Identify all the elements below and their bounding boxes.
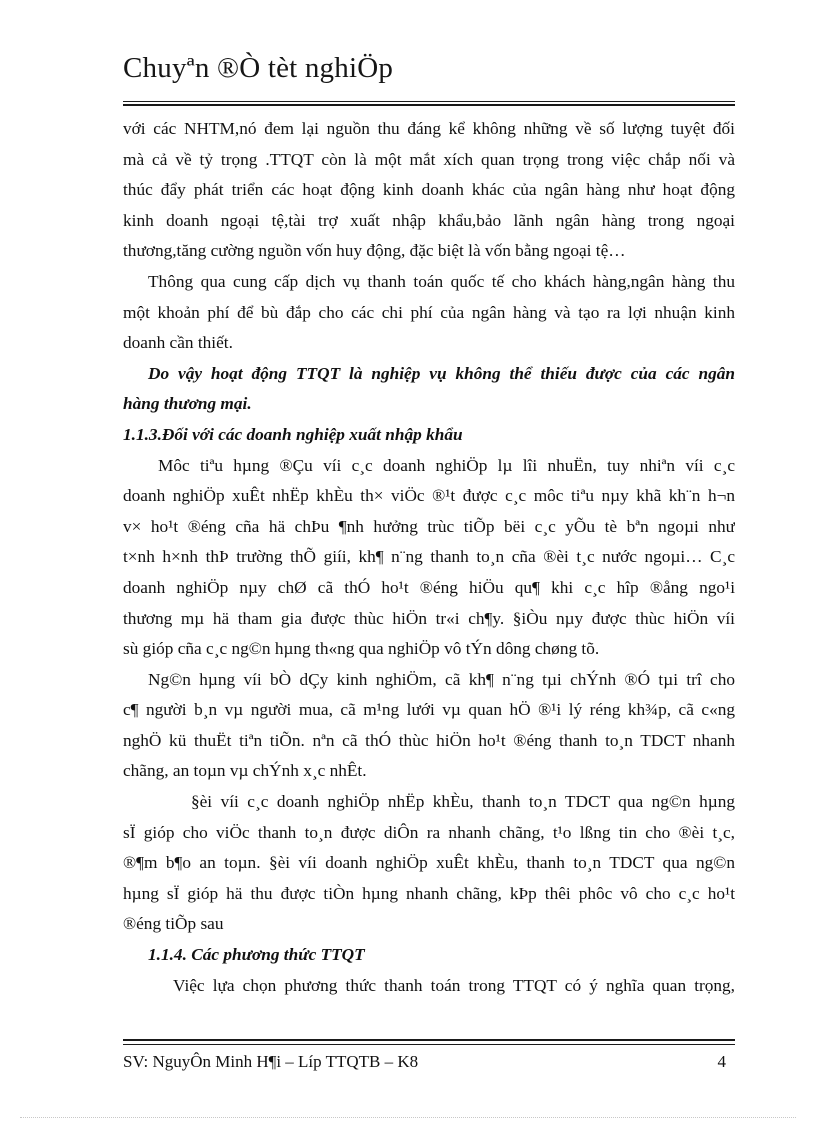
body-line: ®éng tiÕp sau <box>123 914 224 934</box>
body-line: Thông qua cung cấp dịch vụ thanh toán quốc tế cho khách hàng,ngân hàng thu <box>148 271 735 291</box>
footer-rule-thin <box>123 1044 735 1045</box>
body-line: doanh nghiÖp xuÊt nhËp khÈu th× viÖc ®¹t được c¸c môc tiªu nµy khã kh¨n h¬n <box>123 486 735 506</box>
footer-rule-thick <box>123 1039 735 1041</box>
body-line: chãng, an toµn vµ chÝnh x¸c nhÊt. <box>123 761 367 781</box>
body-line: Môc tiªu hµng ®Çu víi c¸c doanh nghiÖp lµ lîi nhuËn, tuy nhiªn víi c¸c <box>158 455 735 475</box>
body-line: c¶ người b¸n vµ người mua, cã m¹ng lưới vµ quan hÖ ®¹i lý réng kh¾p, cã c«ng <box>123 700 735 720</box>
body-line: Ng©n hµng víi bÒ dÇy kinh nghiÖm, cã kh¶ n¨ng tµi chÝnh ®Ó tµi trî cho <box>148 669 735 689</box>
body-line: t×nh h×nh thÞ trường thÕ giíi, kh¶ n¨ng thanh to¸n cña ®èi t¸c nước ngoµi… C¸c <box>123 547 735 567</box>
body-line: hµng sÏ gióp hä thu được tiÒn hµng nhanh chãng, kÞp thêi phôc vô cho c¸c ho¹t <box>123 883 735 903</box>
body-text <box>123 114 735 1001</box>
section-heading-1-1-4: 1.1.4. Các phương thức TTQT <box>148 945 365 965</box>
body-line: một khoản phí để bù đắp cho các chi phí của ngân hàng và tạo ra lợi nhuận kinh <box>123 302 735 322</box>
body-line: thương mµ hä tham gia được thùc hiÖn tr«i ch¶y. §iÒu nµy được thùc hiÖn víi <box>123 608 735 628</box>
body-line: doanh cần thiết. <box>123 333 233 353</box>
page-edge <box>20 1117 796 1118</box>
footer-student-info: SV: NguyÔn Minh H¶i – Líp TTQTB – K8 <box>123 1052 419 1071</box>
body-line: v× ho¹t ®éng cña hä chÞu ¶nh hưởng trùc tiÕp bëi c¸c yÕu tè bªn ngoµi như <box>123 516 735 536</box>
body-line: nghÖ kü thuËt tiªn tiÕn. nªn cã thÓ thùc hiÖn ho¹t ®éng thanh to¸n TDCT nhanh <box>123 730 735 750</box>
body-line: sÏ gióp cho viÖc thanh to¸n được diÔn ra nhanh chãng, t¹o lßng tin cho ®èi t¸c, <box>123 822 735 842</box>
header-rule-thin <box>123 101 735 102</box>
body-line: thúc đẩy phát triển các hoạt động kinh doanh khác của ngân hàng như hoạt động <box>123 180 735 200</box>
body-line: Việc lựa chọn phương thức thanh toán trong TTQT có ý nghĩa quan trọng, <box>173 975 735 995</box>
body-line: kinh doanh ngoại tệ,tài trợ xuất nhập khẩu,bảo lãnh ngân hàng trong ngoại <box>123 210 735 230</box>
header-title: Chuyªn ®Ò tèt nghiÖp <box>123 52 394 84</box>
body-line: thương,tăng cường nguồn vốn huy động, đặc biệt là vốn bằng ngoại tệ… <box>123 241 626 261</box>
section-heading-1-1-3: 1.1.3.Đối với các doanh nghiệp xuất nhập khẩu <box>123 424 463 444</box>
body-line: với các NHTM,nó đem lại nguồn thu đáng kể không những về số lượng tuyệt đối <box>123 119 735 138</box>
header-rule-thick <box>123 104 735 106</box>
body-line: §èi víi c¸c doanh nghiÖp nhËp khÈu, thanh to¸n TDCT qua ng©n hµng <box>191 792 735 812</box>
body-line: sù gióp cña c¸c ng©n hµng th«ng qua nghiÖp vô tÝn dông chøng tõ. <box>123 639 600 659</box>
bold-italic-line: Do vậy hoạt động TTQT là nghiệp vụ không thể thiếu được của các ngân <box>148 363 735 383</box>
body-line: mà cả về tỷ trọng .TTQT còn là một mắt xích quan trọng trong việc chắp nối và <box>123 149 735 169</box>
body-line: doanh nghiÖp nµy chØ cã thÓ ho¹t ®éng hiÖu qu¶ khi c¸c hîp ®ång ngo¹i <box>123 577 735 597</box>
bold-italic-line: hàng thương mại. <box>123 394 252 414</box>
body-line: ®¶m b¶o an toµn. §èi víi doanh nghiÖp xuÊt khÈu, thanh to¸n TDCT qua ng©n <box>123 853 735 873</box>
page-number: 4 <box>717 1052 726 1071</box>
